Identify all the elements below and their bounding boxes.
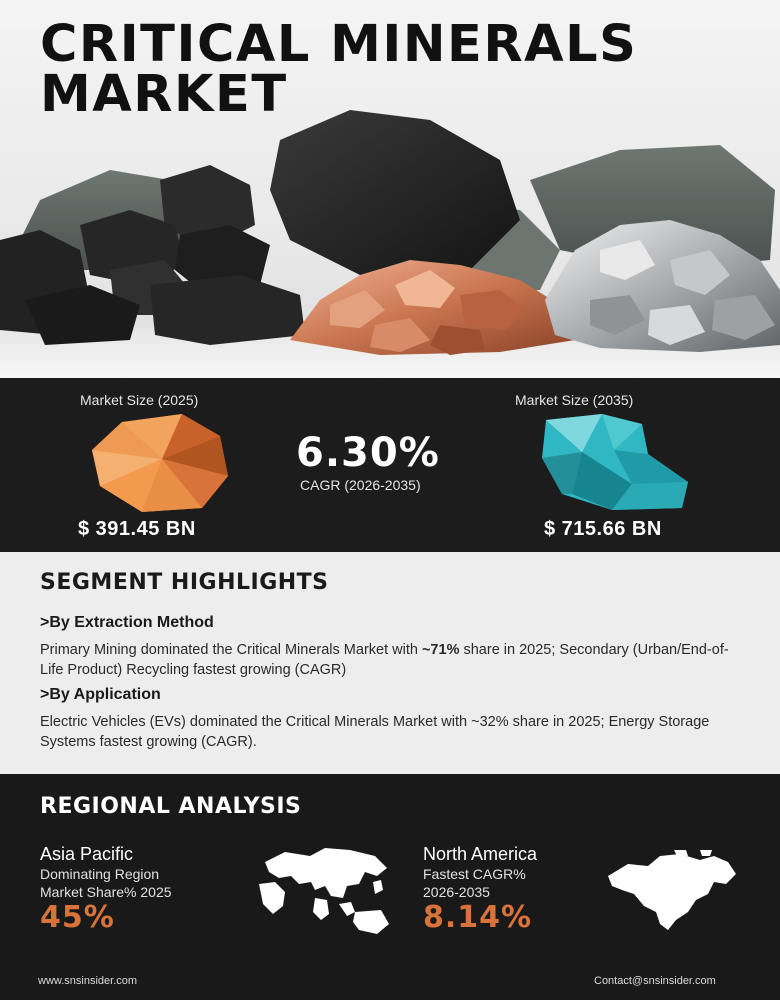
orange-mineral-icon — [92, 414, 230, 514]
region-desc-asia-pacific — [40, 865, 240, 901]
title-line-2: MARKET — [40, 65, 288, 124]
segment-text-part: share in 2025; Secondary (Urban/End-of-Life Product) Recycling fastest growing (CAGR) — [40, 642, 729, 678]
region-desc-line: Market Share% 2025 — [40, 884, 172, 900]
region-name-north-america: North America — [423, 844, 538, 864]
regional-analysis-section — [0, 774, 780, 1000]
segment-text-bold: ~71% — [421, 642, 460, 658]
region-name-asia-pacific: Asia Pacific — [40, 844, 134, 864]
asia-pacific-map-icon — [255, 842, 393, 938]
market-size-2035-value: $ 715.66 BN — [544, 518, 662, 540]
segment-text-extraction — [40, 640, 750, 680]
region-value-asia-pacific: 45% — [40, 900, 115, 935]
segment-text-application — [40, 712, 750, 752]
region-value-north-america: 8.14% — [423, 900, 533, 935]
footer-website[interactable]: www.snsinsider.com — [38, 975, 138, 987]
region-desc-line: 2026-2035 — [423, 884, 490, 900]
market-size-2025-value: $ 391.45 BN — [78, 518, 196, 540]
regional-title: REGIONAL ANALYSIS — [40, 794, 302, 819]
market-size-2035-label: Market Size (2035) — [515, 392, 634, 408]
north-america-map-icon — [604, 850, 740, 932]
segment-heading-extraction: >By Extraction Method — [40, 614, 214, 631]
segment-highlights-section — [0, 552, 780, 774]
segment-text-part: Electric Vehicles (EVs) dominated the Critical Minerals Market with ~32% share in 2025; Energy Storage Systems fastest growing (CAGR). — [40, 714, 710, 750]
segment-text-part: Primary Mining dominated the Critical Minerals Market with — [40, 642, 422, 658]
title-line-1: CRITICAL MINERALS — [40, 15, 638, 74]
segment-heading-application: >By Application — [40, 686, 161, 703]
hero-section — [0, 0, 780, 378]
region-desc-line: Fastest CAGR% — [423, 866, 526, 882]
cagr-value: 6.30% — [296, 430, 440, 476]
teal-mineral-icon — [542, 414, 690, 510]
market-size-section — [0, 378, 780, 552]
minerals-image — [0, 100, 780, 378]
region-desc-line: Dominating Region — [40, 866, 160, 882]
cagr-label: CAGR (2026-2035) — [300, 477, 421, 493]
market-size-2025-label: Market Size (2025) — [80, 392, 199, 408]
footer-contact[interactable]: Contact@snsinsider.com — [594, 975, 716, 987]
region-desc-north-america — [423, 865, 623, 901]
segment-title: SEGMENT HIGHLIGHTS — [40, 570, 329, 595]
